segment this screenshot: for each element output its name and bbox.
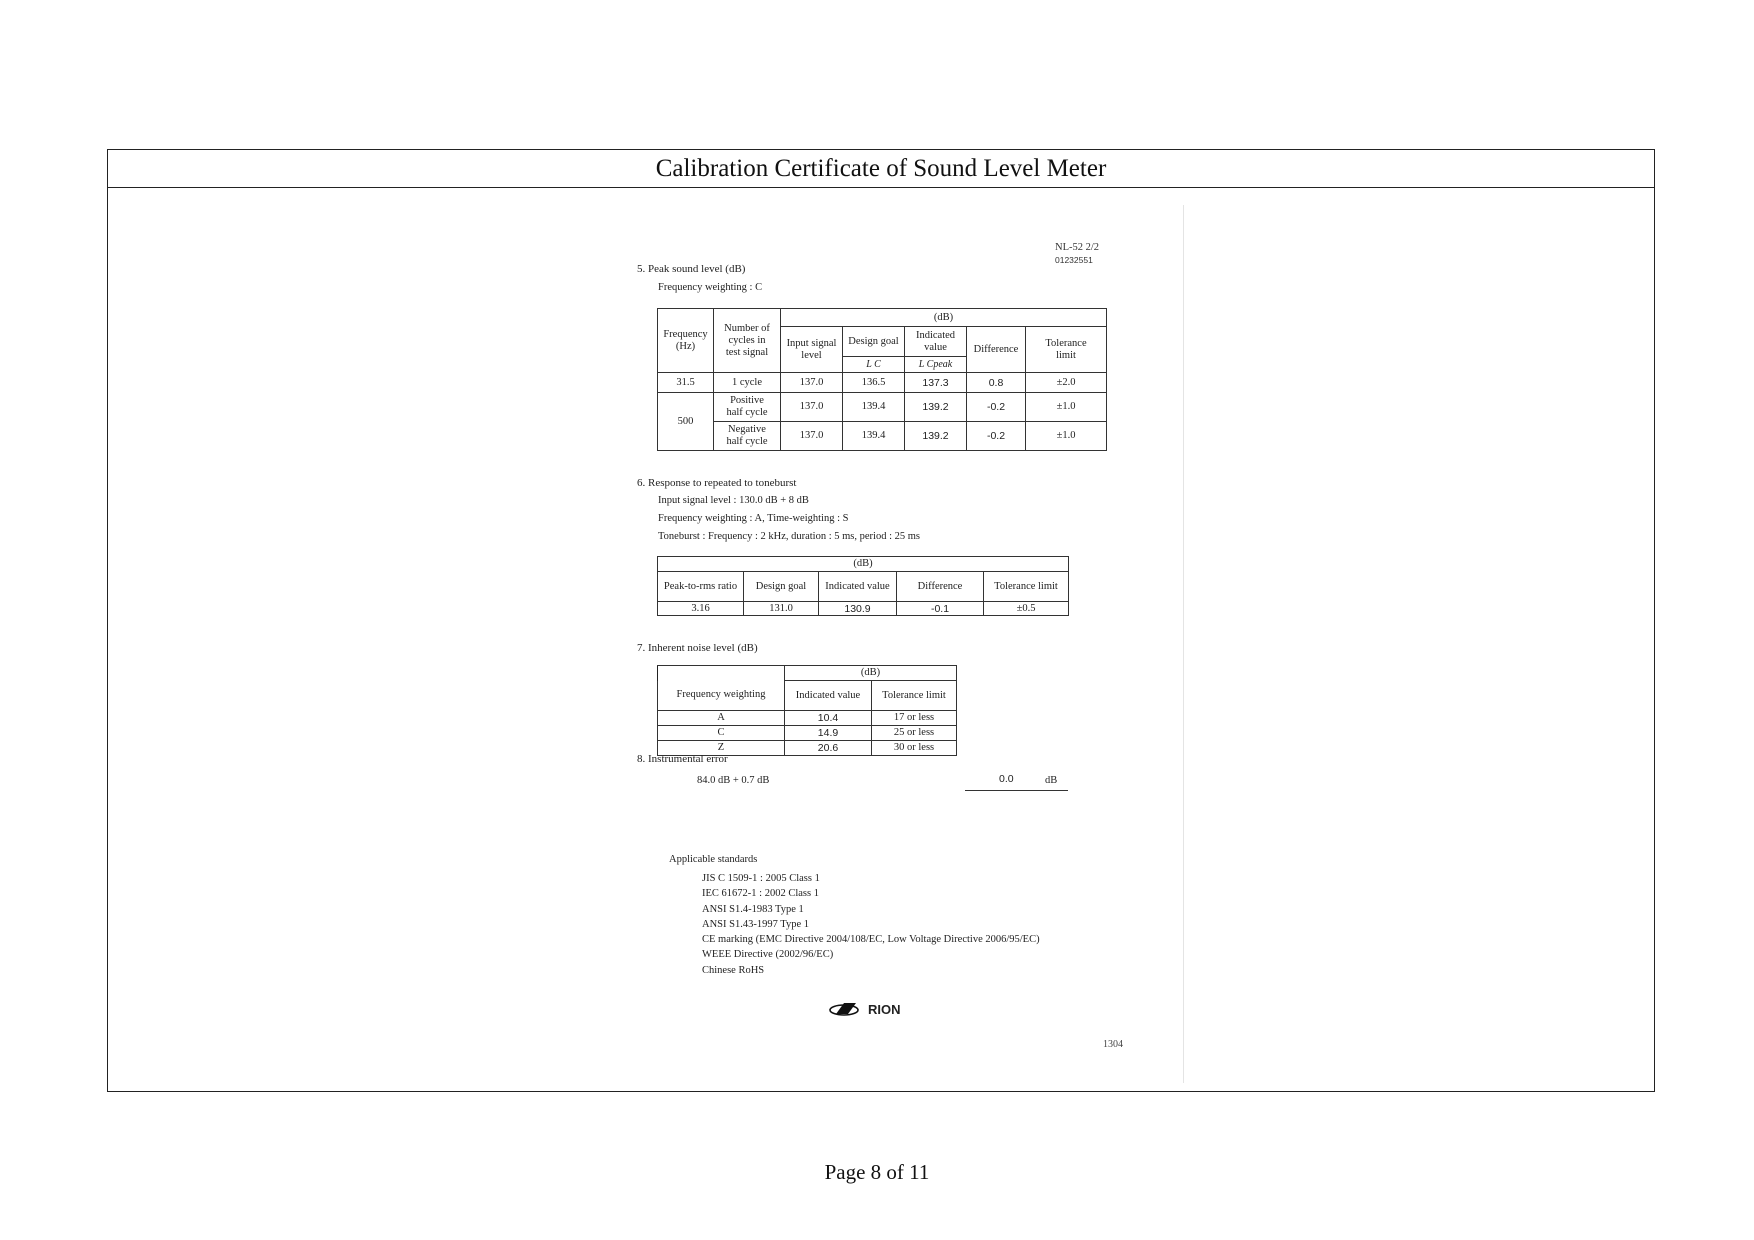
cell-cycles: 1 cycle	[714, 373, 781, 393]
section7-title: 7. Inherent noise level (dB)	[637, 642, 758, 654]
cell-design: 139.4	[843, 393, 905, 422]
cell-weighting: Z	[658, 741, 785, 756]
cell-tolerance: ±0.5	[984, 602, 1069, 616]
serial-number: 01232551	[1055, 255, 1093, 265]
cell-indicated: 14.9	[785, 726, 872, 741]
blank-cell	[658, 666, 785, 681]
header-indicated-value: Indicated value	[905, 327, 967, 357]
table-row	[658, 602, 1069, 616]
cell-indicated: 137.3	[905, 373, 967, 393]
header-input-level: Input signal level	[781, 327, 843, 373]
standards-list	[702, 871, 1040, 978]
cell-input: 137.0	[781, 373, 843, 393]
table-row	[658, 373, 1107, 393]
rion-logo-icon	[828, 1001, 864, 1017]
header-indicated-symbol: L Cpeak	[905, 357, 967, 373]
section6-title: 6. Response to repeated to toneburst	[637, 477, 797, 489]
section6-toneburst: Toneburst : Frequency : 2 kHz, duration : 5 ms, period : 25 ms	[658, 531, 921, 542]
header-tolerance: Tolerance limit	[984, 572, 1069, 602]
cell-indicated: 139.2	[905, 393, 967, 422]
cell-tolerance: 25 or less	[872, 726, 957, 741]
doc-code: NL-52 2/2	[1055, 242, 1100, 253]
cell-weighting: A	[658, 711, 785, 726]
rion-logo	[828, 1001, 901, 1017]
cell-difference: -0.1	[897, 602, 984, 616]
standards-title: Applicable standards	[669, 854, 758, 865]
cell-frequency: 31.5	[658, 373, 714, 393]
section5-weighting: Frequency weighting : C	[658, 282, 763, 293]
cell-input: 137.0	[781, 422, 843, 451]
cell-weighting: C	[658, 726, 785, 741]
section8-condition: 84.0 dB + 0.7 dB	[697, 775, 770, 786]
header-db-unit: (dB)	[781, 309, 1107, 327]
page-number: Page 8 of 11	[824, 1160, 930, 1184]
section8-unit: dB	[1045, 775, 1058, 786]
standard-item: ANSI S1.43-1997 Type 1	[702, 918, 809, 930]
header-difference: Difference	[967, 327, 1026, 373]
standard-item: IEC 61672-1 : 2002 Class 1	[702, 888, 819, 900]
cell-frequency: 500	[658, 393, 714, 451]
cell-cycles: Negative half cycle	[714, 422, 781, 451]
certificate-title: Calibration Certificate of Sound Level Meter	[108, 150, 1654, 188]
cell-difference: -0.2	[967, 422, 1026, 451]
section8-title: 8. Instrumental error	[637, 753, 728, 765]
standard-item: Chinese RoHS	[702, 964, 765, 976]
section5-title: 5. Peak sound level (dB)	[637, 263, 746, 275]
header-db-unit: (dB)	[785, 666, 957, 681]
scanned-page	[557, 194, 1181, 1086]
header-frequency-weighting: Frequency weighting	[658, 681, 785, 711]
header-difference: Difference	[897, 572, 984, 602]
header-db-unit: (dB)	[658, 557, 1069, 572]
cell-tolerance: ±1.0	[1026, 393, 1107, 422]
header-tolerance: Tolerance limit	[872, 681, 957, 711]
header-design-symbol: L C	[843, 357, 905, 373]
cell-design: 136.5	[843, 373, 905, 393]
noise-table	[657, 665, 957, 756]
table-row	[658, 711, 957, 726]
cell-cycles: Positive half cycle	[714, 393, 781, 422]
logo-text: RION	[868, 1001, 901, 1017]
standard-item: CE marking (EMC Directive 2004/108/EC, Low Voltage Directive 2006/95/EC)	[702, 934, 1040, 946]
cell-peak-ratio: 3.16	[658, 602, 744, 616]
cell-indicated: 130.9	[819, 602, 897, 616]
peak-level-table	[657, 308, 1107, 451]
standard-item: ANSI S1.4-1983 Type 1	[702, 903, 804, 915]
header-indicated-value: Indicated value	[785, 681, 872, 711]
header-peak-ratio: Peak-to-rms ratio	[658, 572, 744, 602]
cell-tolerance: ±2.0	[1026, 373, 1107, 393]
cell-difference: -0.2	[967, 393, 1026, 422]
table-row	[658, 422, 1107, 451]
cell-design: 139.4	[843, 422, 905, 451]
cell-indicated: 139.2	[905, 422, 967, 451]
scan-edge-line	[1183, 205, 1184, 1083]
cell-indicated: 20.6	[785, 741, 872, 756]
standard-item: WEEE Directive (2002/96/EC)	[702, 949, 834, 961]
table-row	[658, 726, 957, 741]
cell-difference: 0.8	[967, 373, 1026, 393]
cell-tolerance: 30 or less	[872, 741, 957, 756]
toneburst-table	[657, 556, 1069, 616]
header-cycles: Number of cycles in test signal	[714, 309, 781, 373]
header-design-goal: Design goal	[744, 572, 819, 602]
section6-weighting: Frequency weighting : A, Time-weighting : S	[658, 513, 849, 524]
document-code	[1055, 242, 1099, 266]
cell-indicated: 10.4	[785, 711, 872, 726]
section8-value: 0.0	[999, 773, 1014, 785]
header-frequency: Frequency (Hz)	[658, 309, 714, 373]
table-row	[658, 393, 1107, 422]
header-design-goal: Design goal	[843, 327, 905, 357]
section6-input-level: Input signal level : 130.0 dB + 8 dB	[658, 495, 809, 506]
footer-code: 1304	[1103, 1039, 1123, 1050]
section8-underline	[965, 790, 1068, 791]
cell-tolerance: ±1.0	[1026, 422, 1107, 451]
standard-item: JIS C 1509-1 : 2005 Class 1	[702, 873, 820, 884]
header-tolerance: Tolerance limit	[1026, 327, 1107, 373]
cell-design: 131.0	[744, 602, 819, 616]
cell-input: 137.0	[781, 393, 843, 422]
cell-tolerance: 17 or less	[872, 711, 957, 726]
header-indicated-value: Indicated value	[819, 572, 897, 602]
